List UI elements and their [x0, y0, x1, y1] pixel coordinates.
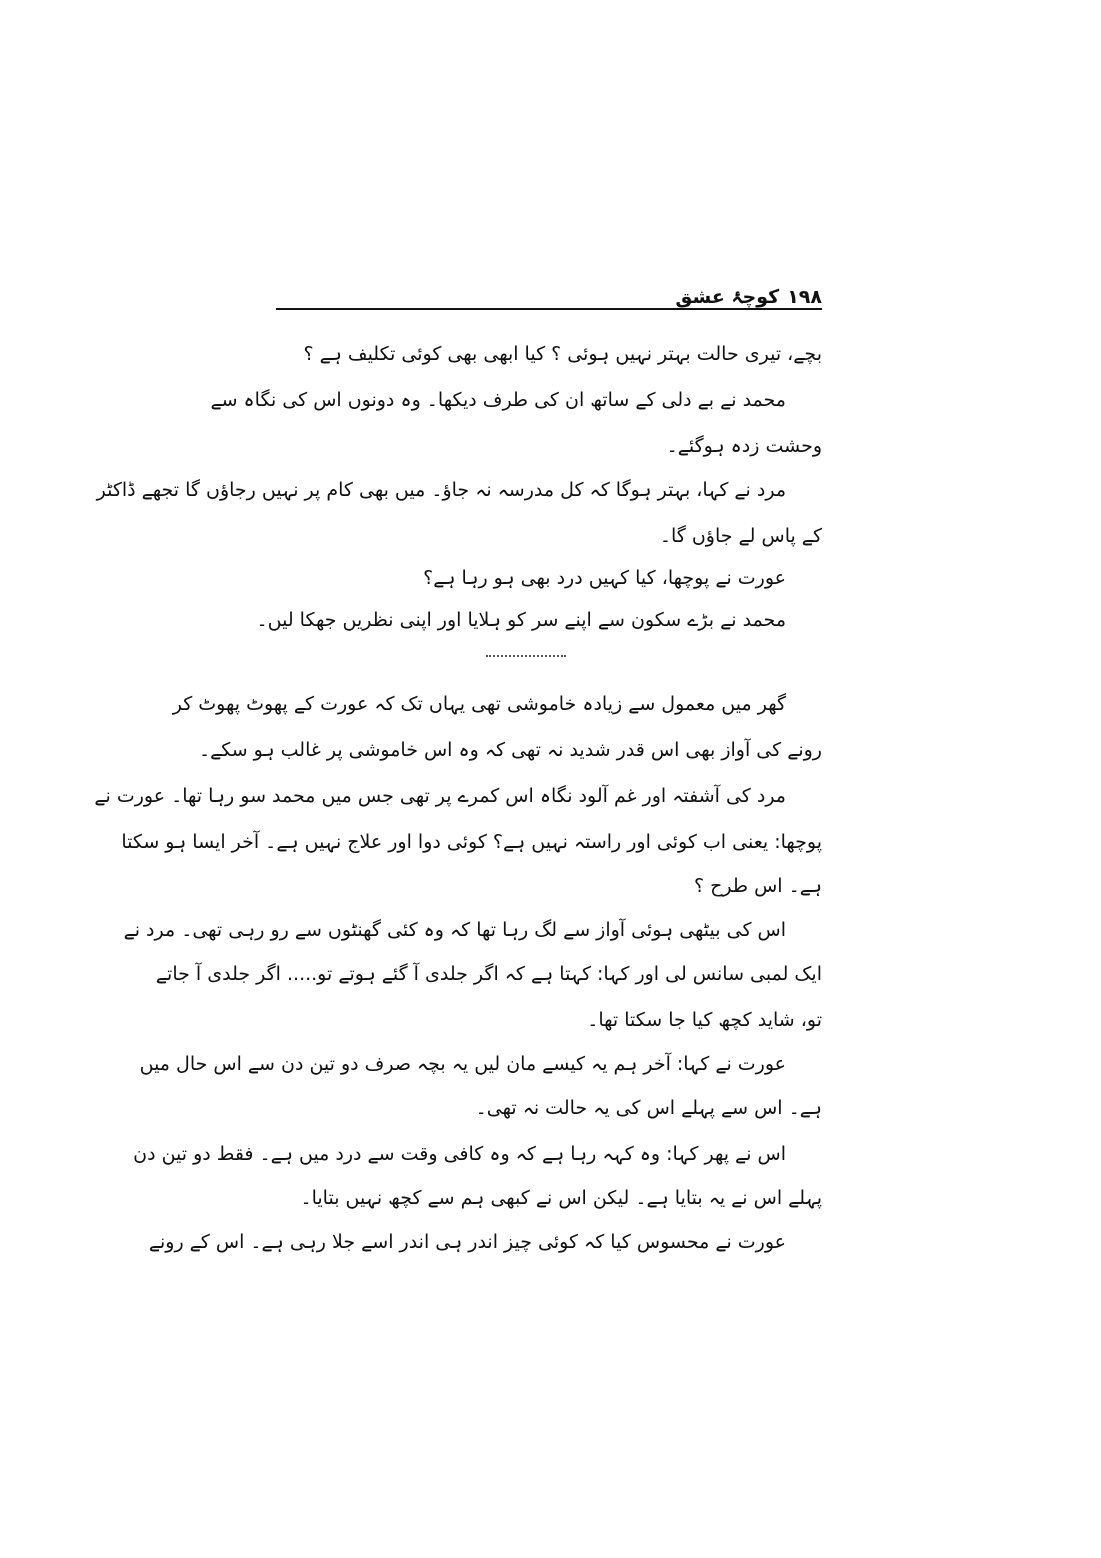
text-line: مرد نے کہا، بہتر ہوگا کہ کل مدرسہ نہ جاؤ۔ میں بھی کام پر نہیں رجاؤں گا تجھے ڈاکٹر: [96, 479, 786, 501]
text-line: اس کی بیٹھی ہوئی آواز سے لگ رہا تھا کہ وہ کئی گھنٹوں سے رو رہی تھی۔ مرد نے: [123, 919, 786, 941]
book-title: کوچۂ عشق: [675, 286, 780, 308]
text-line: عورت نے کہا: آخر ہم یہ کیسے مان لیں یہ بچہ صرف دو تین دن سے اس حال میں: [139, 1053, 786, 1075]
text-line: ہے۔ اس سے پہلے اس کی یہ حالت نہ تھی۔: [475, 1097, 822, 1119]
text-line: ہے۔ اس طرح ؟: [694, 875, 822, 897]
text-line: بچے، تیری حالت بہتر نہیں ہوئی ؟ کیا ابھی بھی کوئی تکلیف ہے ؟: [303, 343, 822, 365]
text-line: تو، شاید کچھ کیا جا سکتا تھا۔: [587, 1009, 822, 1031]
text-line: کے پاس لے جاؤں گا۔: [659, 525, 822, 547]
text-line: محمد نے بڑے سکون سے اپنے سر کو ہلایا اور اپنی نظریں جھکا لیں۔: [256, 609, 786, 631]
header-rule: [276, 308, 822, 310]
text-line: پوچھا: یعنی اب کوئی اور راستہ نہیں ہے؟ کوئی دوا اور علاج نہیں ہے۔ آخر ایسا ہو سکتا: [121, 831, 822, 853]
running-header: [276, 278, 822, 308]
text-line: پہلے اس نے یہ بتایا ہے۔ لیکن اس نے کبھی ہم سے کچھ نہیں بتایا۔: [300, 1187, 822, 1209]
text-line: عورت نے محسوس کیا کہ کوئی چیز اندر ہی اندر اسے جلا رہی ہے۔ اس کے رونے: [148, 1231, 786, 1253]
page-number: ۱۹۸: [787, 286, 822, 308]
text-line: رونے کی آواز بھی اس قدر شدید نہ تھی کہ وہ اس خاموشی پر غالب ہو سکے۔: [198, 739, 822, 761]
text-line: اس نے پھر کہا: وہ کہہ رہا ہے کہ وہ کافی وقت سے درد میں ہے۔ فقط دو تین دن: [133, 1143, 786, 1165]
text-line: ایک لمبی سانس لی اور کہا: کہتا ہے کہ اگر جلدی آ گئے ہوتے تو..... اگر جلدی آ جاتے: [155, 963, 822, 985]
text-line: گھر میں معمول سے زیادہ خاموشی تھی یہاں تک کہ عورت کے پھوٹ پھوٹ کر: [172, 693, 786, 715]
text-line: وحشت زدہ ہوگئے۔: [666, 435, 822, 457]
section-separator: [486, 655, 566, 657]
text-line: محمد نے بے دلی کے ساتھ ان کی طرف دیکھا۔ وہ دونوں اس کی نگاہ سے: [210, 389, 786, 411]
text-line: عورت نے پوچھا، کیا کہیں درد بھی ہو رہا ہے؟: [423, 567, 786, 589]
text-line: مرد کی آشفتہ اور غم آلود نگاہ اس کمرے پر تھی جس میں محمد سو رہا تھا۔ عورت نے: [94, 785, 786, 807]
